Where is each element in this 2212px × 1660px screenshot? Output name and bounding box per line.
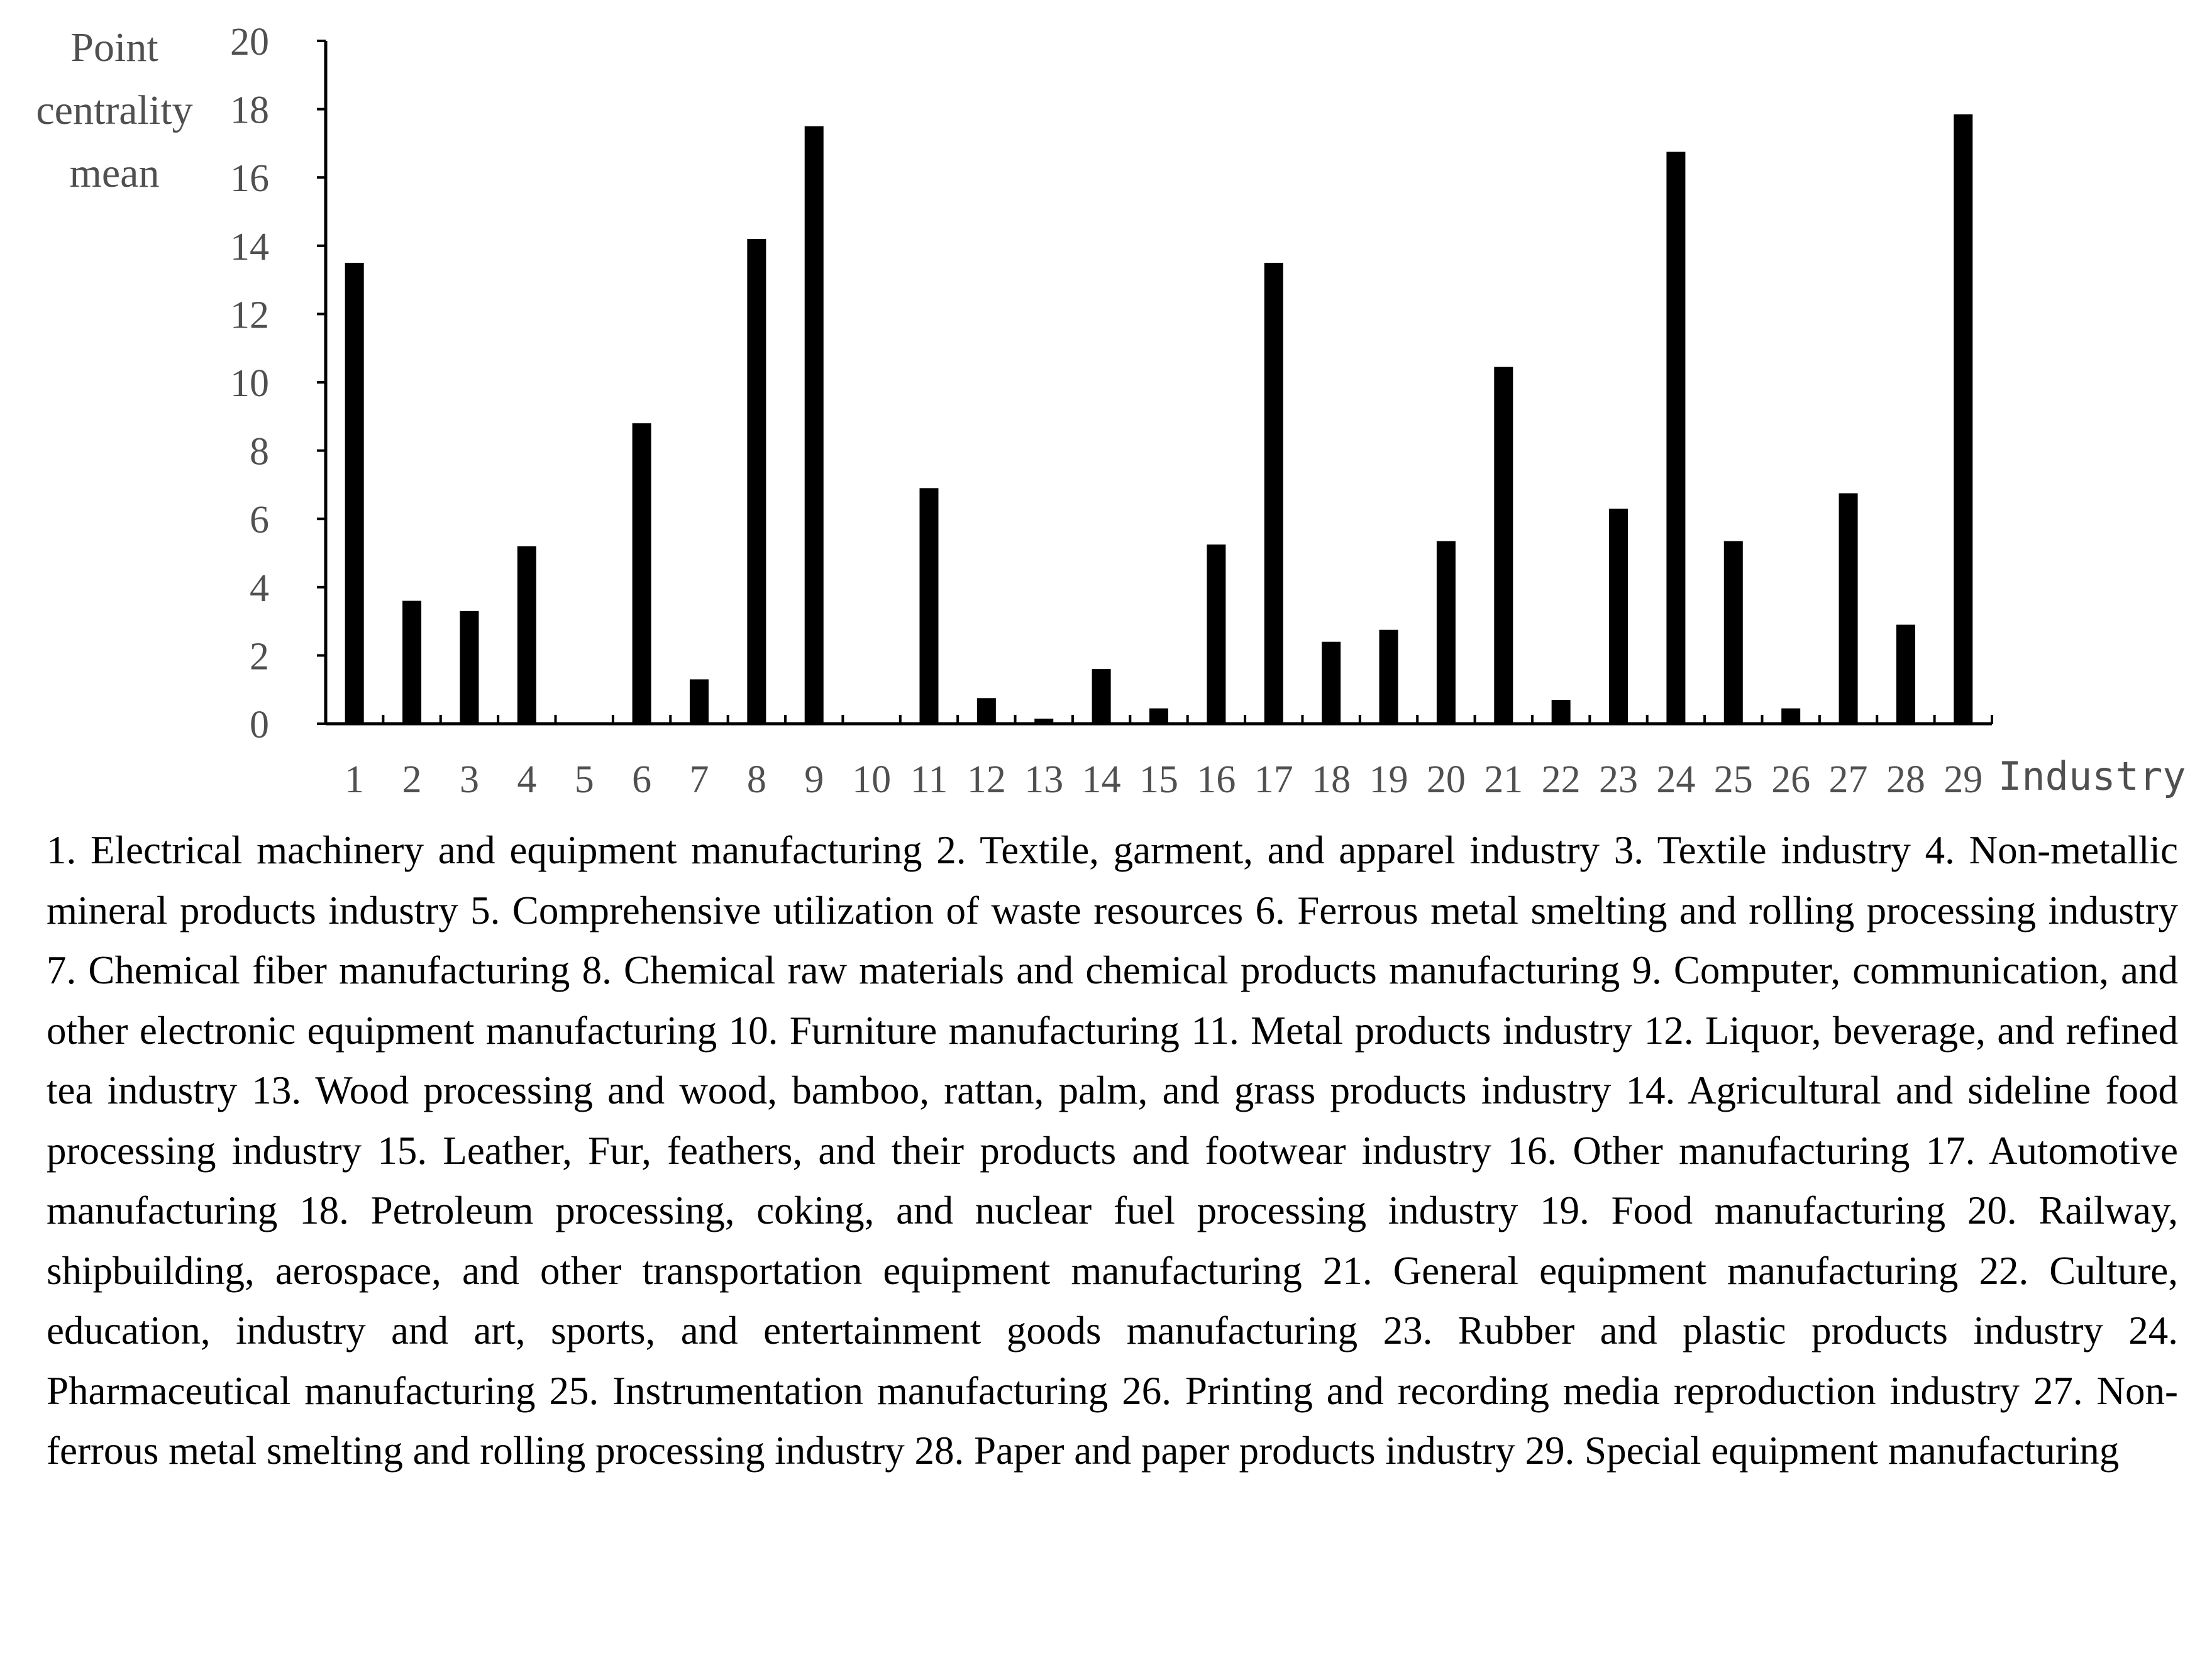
- legend-item: 22. Culture, education, industry and art, sports, and entertainment goods manufacturing: [47, 1248, 2179, 1353]
- bar-industry-15: [1149, 709, 1168, 724]
- bar-industry-9: [805, 126, 824, 724]
- x-tick-label: 2: [402, 758, 422, 801]
- bar-industry-6: [633, 423, 651, 724]
- x-tick-label: 13: [1024, 758, 1064, 801]
- legend-item: 19. Food manufacturing: [1540, 1188, 1946, 1232]
- x-tick-label: 25: [1713, 758, 1753, 801]
- legend-item: 20. Railway, shipbuilding, aerospace, and other transportation equipment manufacturing: [47, 1188, 2178, 1293]
- x-axis-title: Industry: [1998, 753, 2186, 799]
- legend-item: 13. Wood processing and wood, bamboo, rattan, palm, and grass products industry: [252, 1068, 1612, 1112]
- x-tick-label: 9: [804, 758, 824, 801]
- bar-industry-21: [1494, 367, 1513, 724]
- legend-item: 23. Rubber and plastic products industry: [1383, 1309, 2103, 1353]
- x-tick-label: 11: [910, 758, 948, 801]
- y-axis-label-line-2: centrality: [36, 87, 193, 133]
- legend-item: 17. Automotive manufacturing: [47, 1128, 2179, 1232]
- legend-item: 16. Other manufacturing: [1507, 1128, 1910, 1173]
- legend-item: 2. Textile, garment, and apparel industry: [936, 828, 1600, 872]
- y-tick-label: 8: [250, 430, 269, 473]
- bar-industry-13: [1034, 719, 1053, 724]
- y-tick-label: 18: [230, 89, 269, 132]
- y-tick-label: 6: [250, 499, 269, 542]
- x-tick-label: 27: [1828, 758, 1868, 801]
- x-tick-label: 5: [574, 758, 594, 801]
- y-tick-label: 16: [230, 157, 269, 201]
- y-tick-label: 2: [250, 635, 269, 678]
- x-tick-label: 19: [1369, 758, 1408, 801]
- x-tick-label: 21: [1484, 758, 1524, 801]
- y-axis-label-line-1: Point: [70, 25, 158, 70]
- bar-industry-24: [1666, 152, 1685, 724]
- bar-industry-1: [345, 263, 364, 724]
- y-axis-label-line-3: mean: [69, 150, 160, 196]
- legend-item: 1. Electrical machinery and equipment manufacturing: [47, 828, 922, 872]
- bar-industry-29: [1954, 114, 1972, 724]
- x-tick-label: 18: [1312, 758, 1351, 801]
- bar-industry-28: [1896, 625, 1915, 724]
- x-tick-label: 3: [459, 758, 479, 801]
- legend-item: 14. Agricultural and sideline food processing industry: [47, 1068, 2179, 1173]
- x-tick-label: 14: [1081, 758, 1121, 801]
- legend-item: 11. Metal products industry: [1191, 1008, 1633, 1053]
- bar-industry-7: [690, 679, 709, 724]
- legend-item: 27. Non-ferrous metal smelting and rolling processing industry: [47, 1368, 2179, 1473]
- x-tick-label: 23: [1599, 758, 1639, 801]
- legend-item: 4. Non-metallic mineral products industry: [47, 828, 2179, 932]
- bar-industry-27: [1839, 493, 1858, 724]
- x-tick-label: 6: [632, 758, 652, 801]
- x-tick-label: 10: [852, 758, 892, 801]
- x-tick-label: 24: [1656, 758, 1696, 801]
- legend-item: 5. Comprehensive utilization of waste resources: [470, 888, 1244, 932]
- legend-item: 28. Paper and paper products industry: [914, 1429, 1515, 1473]
- legend-item: 29. Special equipment manufacturing: [1525, 1429, 2120, 1473]
- legend-item: 12. Liquor, beverage, and refined tea industry: [47, 1008, 2179, 1112]
- y-tick-label: 4: [250, 567, 269, 610]
- legend-item: 10. Furniture manufacturing: [728, 1008, 1180, 1053]
- x-tick-label: 1: [345, 758, 365, 801]
- x-tick-label: 7: [689, 758, 709, 801]
- bar-industry-23: [1609, 509, 1628, 724]
- legend-item: 18. Petroleum processing, coking, and nuclear fuel processing industry: [299, 1188, 1518, 1232]
- legend-item: 7. Chemical fiber manufacturing: [47, 948, 570, 992]
- x-tick-label: 4: [517, 758, 537, 801]
- legend-item: 24. Pharmaceutical manufacturing: [47, 1309, 2179, 1413]
- x-tick-label: 8: [746, 758, 766, 801]
- x-tick-label: 29: [1944, 758, 1983, 801]
- x-tick-label: 22: [1541, 758, 1581, 801]
- bar-industry-26: [1781, 709, 1800, 724]
- legend-item: 6. Ferrous metal smelting and rolling processing industry: [1255, 888, 2178, 932]
- bar-industry-18: [1322, 642, 1341, 724]
- y-tick-label: 20: [230, 21, 269, 64]
- x-tick-label: 15: [1139, 758, 1178, 801]
- bar-industry-17: [1264, 263, 1283, 724]
- legend-item: 3. Textile industry: [1613, 828, 1911, 872]
- x-tick-label: 16: [1197, 758, 1236, 801]
- bar-chart: [0, 0, 2212, 817]
- bar-industry-4: [517, 546, 536, 724]
- bar-industry-25: [1724, 541, 1743, 724]
- y-tick-label: 0: [250, 704, 269, 746]
- bar-industry-14: [1092, 669, 1111, 724]
- bar-industry-3: [460, 611, 478, 724]
- y-tick-label: 14: [230, 225, 269, 268]
- y-tick-label: 12: [230, 294, 269, 337]
- legend-item: 25. Instrumentation manufacturing: [549, 1368, 1109, 1413]
- legend-item: 15. Leather, Fur, feathers, and their products and footwear industry: [377, 1128, 1492, 1173]
- bar-industry-8: [747, 239, 766, 724]
- x-tick-label: 20: [1426, 758, 1466, 801]
- legend-item: 9. Computer, communication, and other electronic equipment manufacturing: [47, 948, 2178, 1053]
- bar-industry-20: [1437, 541, 1456, 724]
- bar-industry-2: [402, 601, 421, 724]
- chart-area: [0, 0, 2212, 817]
- bar-industry-19: [1380, 630, 1398, 724]
- x-tick-label: 12: [966, 758, 1006, 801]
- bar-industry-11: [919, 488, 938, 724]
- x-tick-label: 28: [1886, 758, 1925, 801]
- x-tick-label: 26: [1771, 758, 1811, 801]
- x-tick-label: 17: [1254, 758, 1293, 801]
- legend-item: 26. Printing and recording media reproduction industry: [1122, 1368, 2020, 1413]
- bar-industry-16: [1207, 545, 1225, 724]
- legend-item: 8. Chemical raw materials and chemical products manufacturing: [582, 948, 1620, 992]
- legend-item: 21. General equipment manufacturing: [1322, 1248, 1959, 1293]
- industry-legend: [47, 821, 2178, 1481]
- y-tick-label: 10: [230, 362, 269, 405]
- bar-industry-12: [977, 698, 996, 724]
- bar-industry-22: [1552, 700, 1571, 724]
